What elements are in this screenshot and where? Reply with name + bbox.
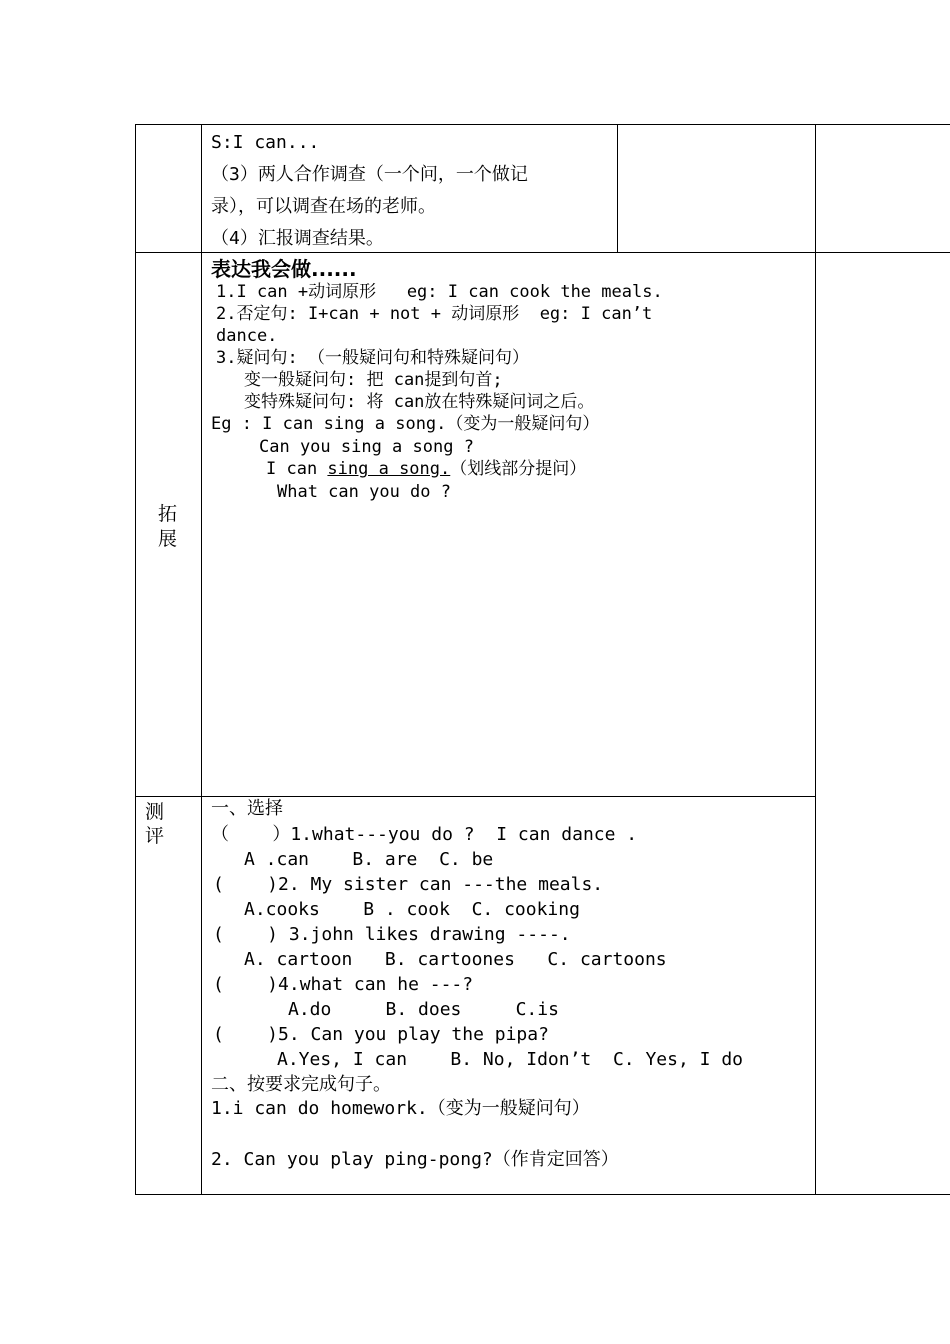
label-column-border [201, 124, 202, 1195]
row1-line-1: S:I can... [211, 132, 320, 153]
notes-column-border [815, 124, 816, 1195]
row1-line-4: （4）汇报调查结果。 [211, 228, 384, 249]
question-4-options: A.do B. does C.is [288, 999, 559, 1020]
extension-label-2: 展 [158, 528, 178, 550]
extension-heading: 表达我会做...... [211, 257, 357, 281]
extension-line-8: Can you sing a song ? [259, 437, 474, 457]
extension-line-6: 变特殊疑问句: 将 can放在特殊疑问词之后。 [244, 392, 595, 412]
row1-bottom-border [135, 252, 950, 253]
extension-line-9-start: I can [266, 459, 328, 479]
question-1-options: A .can B. are C. be [244, 849, 494, 870]
extension-line-1: 1.I can +动词原形 eg: I can cook the meals. [216, 282, 663, 302]
rewrite-item-2: 2. Can you play ping-pong?（作肯定回答） [211, 1149, 619, 1170]
table-bottom-border [135, 1194, 950, 1195]
assessment-label-1: 测 [145, 801, 165, 823]
table-top-border [135, 124, 950, 125]
underlined-phrase: sing a song. [327, 459, 451, 479]
extension-line-3: dance. [216, 326, 278, 346]
extension-line-4: 3.疑问句: （一般疑问句和特殊疑问句） [216, 348, 529, 368]
question-3: ( ) 3.john likes drawing ----. [213, 924, 571, 945]
section-choice-heading: 一、选择 [211, 798, 283, 819]
question-1: （ ）1.what---you do ? I can dance . [211, 824, 638, 845]
row1-line-2: （3）两人合作调查（一个问，一个做记 [211, 164, 528, 185]
extension-line-5: 变一般疑问句: 把 can提到句首; [244, 370, 503, 390]
extension-line-7: Eg : I can sing a song.（变为一般疑问句） [211, 414, 600, 434]
extension-line-9 [266, 458, 586, 480]
extension-line-2: 2.否定句: I+can + not + 动词原形 eg: I can’t [216, 304, 653, 324]
assessment-label-2: 评 [145, 825, 165, 847]
row1-line-3: 录），可以调查在场的老师。 [211, 196, 436, 217]
extension-label-1: 拓 [158, 503, 178, 525]
rewrite-item-1: 1.i can do homework.（变为一般疑问句） [211, 1098, 590, 1119]
table-left-border [135, 124, 136, 1195]
extension-line-9-end: （划线部分提问） [450, 459, 587, 479]
section-rewrite-heading: 二、按要求完成句子。 [211, 1074, 391, 1095]
question-2-options: A.cooks B . cook C. cooking [244, 899, 580, 920]
question-5-options: A.Yes, I can B. No, Idon’t C. Yes, I do [277, 1049, 743, 1070]
question-2: ( )2. My sister can ---the meals. [213, 874, 604, 895]
question-4: ( )4.what can he ---? [213, 974, 474, 995]
question-3-options: A. cartoon B. cartoones C. cartoons [244, 949, 667, 970]
question-5: ( )5. Can you play the pipa? [213, 1024, 549, 1045]
row1-inner-border [617, 124, 618, 253]
extension-line-10: What can you do ? [277, 482, 451, 502]
row2-bottom-border [135, 796, 815, 797]
